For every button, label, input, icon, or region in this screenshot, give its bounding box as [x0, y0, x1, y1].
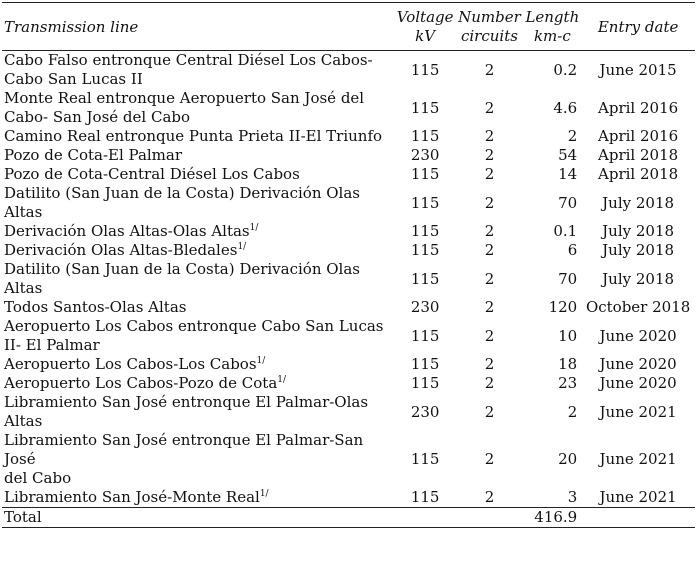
- cell-transmission-line: [2, 317, 395, 355]
- cell-voltage: 230: [410, 402, 440, 421]
- line-name-text: Aeropuerto Los Cabos-Pozo de Cota: [4, 374, 278, 392]
- cell-circuits: 2: [484, 241, 495, 259]
- table-row: [2, 165, 695, 184]
- cell-length: 120: [548, 298, 578, 316]
- cell-circuits: 2: [484, 450, 495, 468]
- header-circuits-line1: Number: [458, 8, 521, 26]
- cell-entry-date: July 2018: [602, 193, 675, 212]
- cell-length: 4.6: [553, 98, 578, 117]
- footnote-marker: 1/: [237, 242, 247, 252]
- cell-voltage: 115: [410, 222, 440, 240]
- cell-voltage: 115: [410, 355, 440, 373]
- total-label: Total: [4, 508, 42, 526]
- cell-transmission-line: [2, 260, 395, 298]
- cell-length: 54: [558, 146, 578, 164]
- footnote-marker: 1/: [259, 489, 269, 499]
- table-row: [2, 488, 695, 508]
- cell-circuits: 2: [484, 326, 495, 345]
- cell-circuits: 2: [484, 98, 495, 117]
- cell-voltage: 115: [410, 374, 440, 392]
- header-circuits: [456, 3, 524, 51]
- table-row: [2, 89, 695, 127]
- header-transmission-line: Transmission line: [4, 17, 139, 36]
- line-name-text: Cabo San Lucas II: [4, 70, 143, 88]
- line-name-text: Aeropuerto Los Cabos entronque Cabo San Lucas: [4, 317, 384, 335]
- cell-transmission-line: [2, 165, 395, 184]
- cell-circuits: 2: [484, 222, 495, 240]
- line-name-text: Monte Real entronque Aeropuerto San José del: [4, 89, 365, 107]
- header-length-line1: Length: [525, 8, 580, 26]
- cell-circuits: 2: [484, 165, 495, 183]
- header-row: [2, 3, 695, 51]
- cell-length: 23: [558, 374, 578, 392]
- cell-entry-date: October 2018: [585, 298, 691, 316]
- header-entry-date: Entry date: [597, 17, 679, 36]
- table-row: [2, 146, 695, 165]
- line-name-text: Derivación Olas Altas-Olas Altas: [4, 222, 250, 240]
- header-length-line2: km-c: [533, 27, 571, 45]
- cell-voltage: 230: [410, 146, 440, 164]
- header-voltage: [395, 3, 456, 51]
- line-name-text: Camino Real entronque Punta Prieta II-El Triunfo: [4, 127, 383, 145]
- line-name-text: Libramiento San José entronque El Palmar-San José: [4, 431, 364, 468]
- cell-voltage: 115: [410, 488, 440, 506]
- cell-transmission-line: [2, 222, 395, 241]
- cell-transmission-line: [2, 374, 395, 393]
- cell-entry-date: June 2021: [599, 402, 677, 421]
- cell-voltage: 115: [410, 326, 440, 345]
- table-row: [2, 184, 695, 222]
- line-name-text: del Cabo: [4, 469, 72, 487]
- line-name-text: Altas: [4, 412, 43, 430]
- footnote-marker: 1/: [277, 375, 287, 385]
- cell-transmission-line: [2, 488, 395, 508]
- cell-length: 10: [558, 326, 578, 345]
- header-voltage-line1: Voltage: [396, 8, 454, 26]
- line-name-text: Libramiento San José entronque El Palmar-Olas: [4, 393, 369, 411]
- total-voltage-empty: [395, 508, 456, 528]
- cell-circuits: 2: [484, 374, 495, 392]
- cell-transmission-line: [2, 146, 395, 165]
- line-name-text: Cabo Falso entronque Central Diésel Los Cabos-: [4, 51, 373, 69]
- cell-entry-date: July 2018: [602, 269, 675, 288]
- cell-circuits: 2: [484, 488, 495, 506]
- line-name-text: Cabo- San José del Cabo: [4, 108, 191, 126]
- cell-transmission-line: [2, 127, 395, 146]
- cell-entry-date: July 2018: [602, 241, 675, 259]
- table-row: [2, 355, 695, 374]
- cell-length: 2: [567, 402, 578, 421]
- cell-entry-date: April 2018: [598, 165, 679, 183]
- cell-voltage: 230: [410, 298, 440, 316]
- header-voltage-line2: kV: [415, 27, 436, 45]
- table-row: [2, 317, 695, 355]
- line-name-text: Derivación Olas Altas-Bledales: [4, 241, 238, 259]
- cell-transmission-line: [2, 431, 395, 488]
- cell-entry-date: June 2020: [599, 355, 677, 373]
- table-row: [2, 260, 695, 298]
- line-name-text: Altas: [4, 203, 43, 221]
- cell-transmission-line: [2, 184, 395, 222]
- table-body: [2, 51, 695, 528]
- line-name-text: Todos Santos-Olas Altas: [4, 298, 187, 316]
- cell-voltage: 115: [410, 241, 440, 259]
- line-name-text: Aeropuerto Los Cabos-Los Cabos: [4, 355, 257, 373]
- cell-transmission-line: [2, 393, 395, 431]
- cell-circuits: 2: [484, 402, 495, 421]
- cell-length: 18: [558, 355, 578, 373]
- total-row: [2, 508, 695, 528]
- line-name-text: II- El Palmar: [4, 336, 100, 354]
- cell-entry-date: July 2018: [602, 222, 675, 240]
- cell-entry-date: June 2021: [599, 450, 677, 468]
- cell-voltage: 115: [410, 127, 440, 145]
- cell-circuits: 2: [484, 355, 495, 373]
- cell-length: 70: [558, 193, 578, 212]
- cell-transmission-line: [2, 51, 395, 90]
- cell-length: 0.2: [553, 60, 578, 79]
- cell-voltage: 115: [410, 98, 440, 117]
- line-name-text: Pozo de Cota-El Palmar: [4, 146, 183, 164]
- table-row: [2, 374, 695, 393]
- header-circuits-line2: circuits: [460, 27, 518, 45]
- cell-transmission-line: [2, 89, 395, 127]
- total-circuits-empty: [456, 508, 524, 528]
- cell-circuits: 2: [484, 269, 495, 288]
- table-row: [2, 51, 695, 90]
- cell-length: 20: [558, 450, 578, 468]
- cell-circuits: 2: [484, 298, 495, 316]
- cell-circuits: 2: [484, 146, 495, 164]
- cell-transmission-line: [2, 298, 395, 317]
- line-name-text: Pozo de Cota-Central Diésel Los Cabos: [4, 165, 300, 183]
- table-row: [2, 298, 695, 317]
- cell-voltage: 115: [410, 165, 440, 183]
- cell-entry-date: June 2021: [599, 488, 677, 506]
- cell-circuits: 2: [484, 127, 495, 145]
- header-length: [523, 3, 581, 51]
- cell-length: 2: [567, 127, 578, 145]
- line-name-text: Datilito (San Juan de la Costa) Derivación Olas: [4, 184, 360, 202]
- line-name-text: Datilito (San Juan de la Costa) Derivación Olas Altas: [4, 260, 360, 297]
- cell-length: 70: [558, 269, 578, 288]
- cell-voltage: 115: [410, 60, 440, 79]
- footnote-marker: 1/: [249, 223, 259, 233]
- cell-entry-date: June 2020: [599, 374, 677, 392]
- table-row: [2, 393, 695, 431]
- cell-transmission-line: [2, 355, 395, 374]
- table-row: [2, 127, 695, 146]
- line-name-text: Libramiento San José-Monte Real: [4, 488, 260, 506]
- cell-voltage: 115: [410, 269, 440, 288]
- cell-entry-date: April 2016: [598, 98, 679, 117]
- cell-length: 3: [567, 488, 578, 506]
- cell-length: 0.1: [553, 222, 578, 240]
- footnote-marker: 1/: [256, 356, 266, 366]
- cell-circuits: 2: [484, 60, 495, 79]
- table-row: [2, 222, 695, 241]
- cell-voltage: 115: [410, 450, 440, 468]
- cell-length: 6: [567, 241, 578, 259]
- cell-length: 14: [558, 165, 578, 183]
- transmission-lines-table: [2, 2, 695, 528]
- cell-transmission-line: [2, 241, 395, 260]
- total-date-empty: [581, 508, 695, 528]
- cell-entry-date: April 2018: [598, 146, 679, 164]
- table-row: [2, 431, 695, 488]
- cell-entry-date: June 2015: [599, 60, 677, 79]
- table-row: [2, 241, 695, 260]
- cell-circuits: 2: [484, 193, 495, 212]
- cell-voltage: 115: [410, 193, 440, 212]
- cell-entry-date: April 2016: [598, 127, 679, 145]
- total-length: 416.9: [534, 508, 578, 526]
- cell-entry-date: June 2020: [599, 326, 677, 345]
